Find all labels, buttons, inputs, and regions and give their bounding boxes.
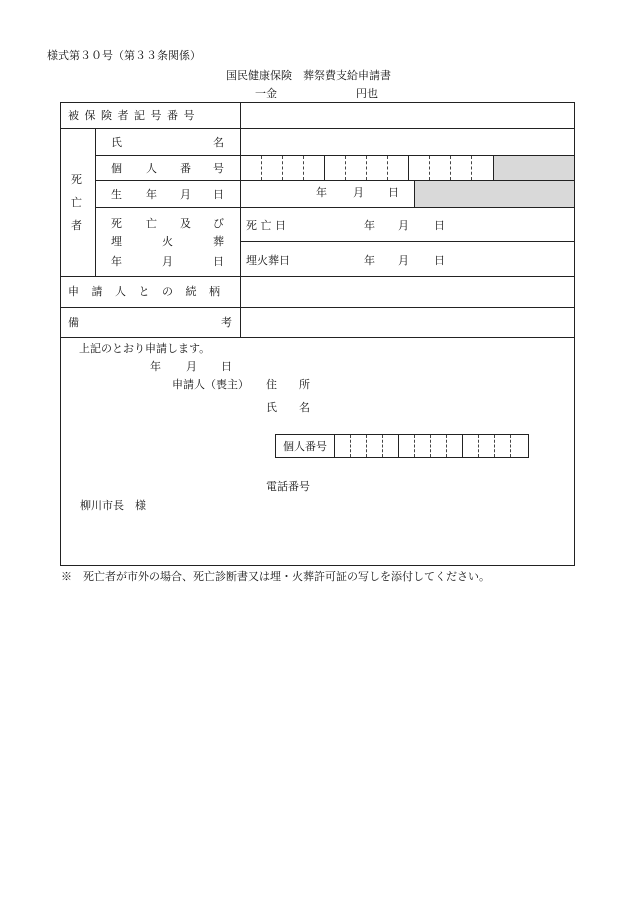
deceased-label-3: 者 [71, 219, 82, 232]
deceased-label-1: 死 [71, 173, 82, 186]
burial-date-month: 月 [398, 254, 409, 267]
address-label: 住 所 [266, 378, 310, 391]
death-burial-label: 日 [213, 255, 224, 268]
declaration-month: 月 [186, 360, 197, 373]
my-number-label-3: 番 [180, 162, 191, 175]
my-number-label-1: 個 [111, 162, 122, 175]
death-date-label: 死 亡 日 [246, 219, 286, 232]
remarks-label-2: 考 [221, 316, 232, 329]
death-date-year: 年 [364, 219, 375, 232]
death-burial-label: 埋 [111, 235, 122, 248]
remarks-label-1: 備 [68, 316, 79, 329]
birth-label-2: 年 [146, 188, 157, 201]
death-burial-label: 火 [162, 235, 173, 248]
death-burial-label: 葬 [213, 235, 224, 248]
burial-date-year: 年 [364, 254, 375, 267]
declaration-day: 日 [221, 360, 232, 373]
footnote: ※ 死亡者が市外の場合、死亡診断書又は埋・火葬許可証の写しを添付してください。 [61, 570, 490, 583]
death-burial-label: 亡 [146, 217, 157, 230]
applicant-label: 申請人（喪主） [172, 378, 249, 391]
declaration-text: 上記のとおり申請します。 [79, 342, 211, 355]
birth-label-3: 月 [180, 188, 191, 201]
amount-prefix: 一金 [255, 87, 277, 100]
birth-label-1: 生 [111, 188, 122, 201]
deceased-label-2: 亡 [71, 196, 82, 209]
birth-month: 月 [353, 186, 364, 199]
declaration-year: 年 [150, 360, 161, 373]
shaded-cell [415, 181, 574, 207]
birth-label-4: 日 [213, 188, 224, 201]
name-label-1: 氏 [111, 136, 122, 149]
burial-date-day: 日 [434, 254, 445, 267]
phone-label: 電話番号 [266, 480, 310, 493]
addressee: 柳川市長 様 [80, 499, 146, 512]
death-burial-label: 及 [180, 217, 191, 230]
form-title: 国民健康保険 葬祭費支給申請書 [226, 69, 391, 82]
birth-day: 日 [388, 186, 399, 199]
death-burial-label: 月 [162, 255, 173, 268]
form-number: 様式第３０号（第３３条関係） [47, 49, 201, 62]
death-date-day: 日 [434, 219, 445, 232]
relationship-label: 申 請 人 と の 続 柄 [68, 285, 225, 298]
my-number-label-2: 人 [146, 162, 157, 175]
my-number-label-4: 号 [213, 162, 224, 175]
death-date-month: 月 [398, 219, 409, 232]
death-burial-label: び [213, 217, 224, 230]
applicant-my-number-label: 個人番号 [283, 440, 327, 453]
shaded-cell [493, 156, 574, 180]
death-burial-label: 死 [111, 217, 122, 230]
birth-year: 年 [316, 186, 327, 199]
death-burial-label: 年 [111, 255, 122, 268]
burial-date-label: 埋火葬日 [246, 254, 290, 267]
insured-number-label: 被 保 険 者 記 号 番 号 [68, 109, 196, 122]
name-label-2: 名 [213, 136, 224, 149]
amount-suffix: 円也 [356, 87, 378, 100]
applicant-name-label: 氏 名 [266, 401, 310, 414]
